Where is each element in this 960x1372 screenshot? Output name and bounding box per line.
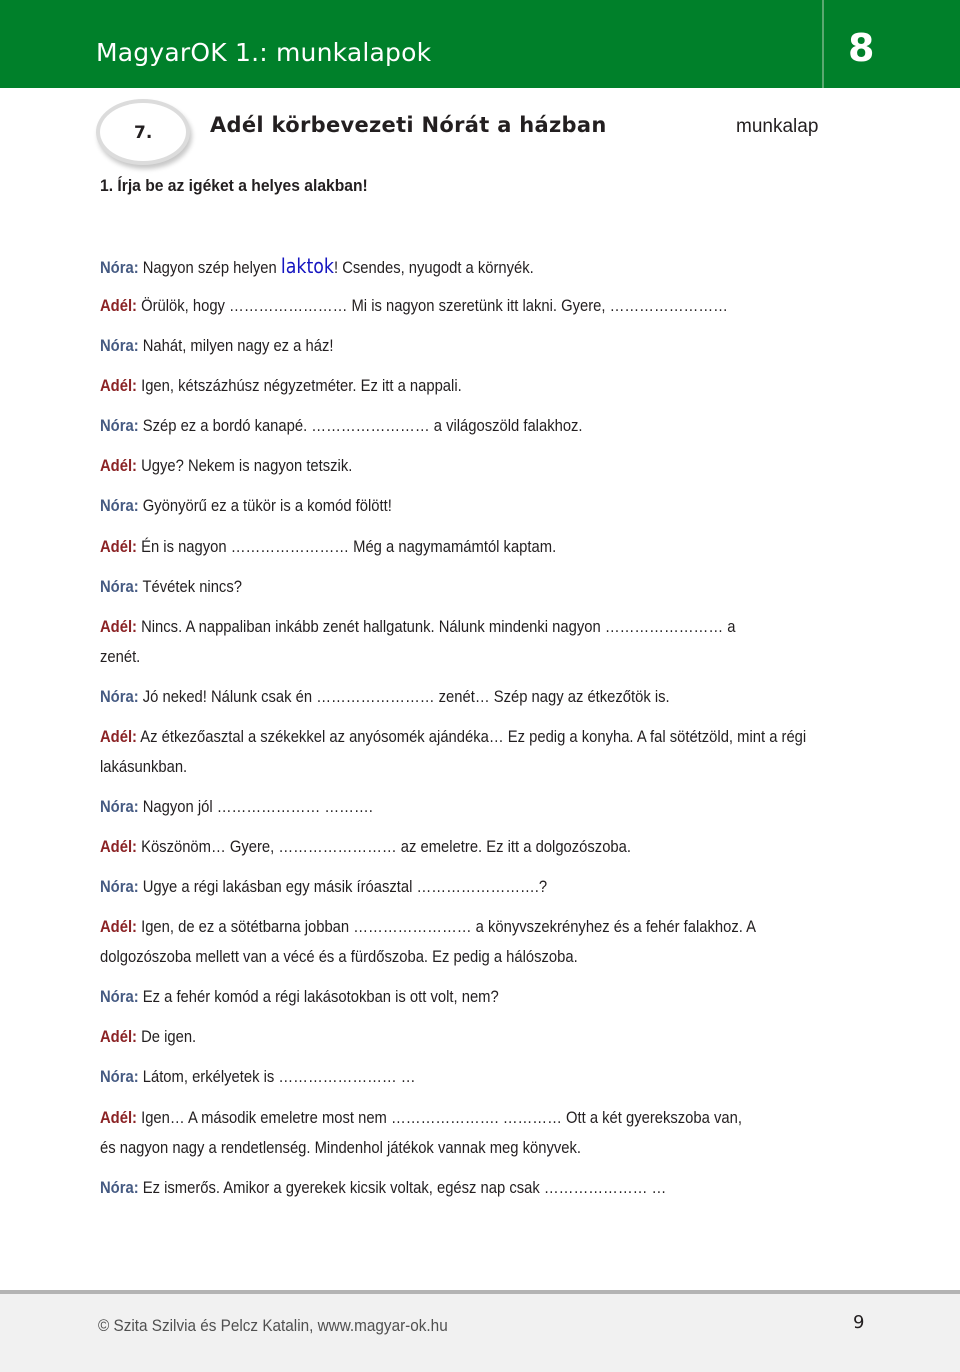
dialogue-text: Tévétek nincs? [138, 577, 242, 596]
speaker-label: Nóra: [100, 877, 139, 896]
speaker-label: Adél: [100, 1027, 137, 1046]
dialogue-line [100, 682, 670, 712]
dialogue-text: Jó neked! Nálunk csak én …………………… zenét… Szép nagy az étkezőtök is. [138, 687, 670, 706]
dialogue-text: Nincs. A nappaliban inkább zenét hallgatunk. Nálunk mindenki nagyon …………………… a [136, 617, 736, 636]
dialogue-line [100, 872, 547, 902]
dialogue-text: Látom, erkélyetek is …………………… … [138, 1067, 416, 1086]
dialogue-line [100, 291, 728, 321]
speaker-label: Adél: [100, 296, 137, 315]
speaker-label: Nóra: [100, 258, 139, 277]
dialogue-line [100, 491, 392, 521]
dialogue-line [100, 1173, 666, 1203]
speaker-label: Nóra: [100, 416, 139, 435]
speaker-label: Nóra: [100, 336, 139, 355]
speaker-label: Adél: [100, 376, 137, 395]
dialogue-line [100, 331, 333, 361]
speaker-label: Adél: [100, 837, 137, 856]
speaker-label: Nóra: [100, 1178, 139, 1197]
speaker-label: Adél: [100, 727, 137, 746]
dialogue-continuation: lakásunkban. [100, 757, 188, 776]
dialogue-line [100, 1103, 742, 1133]
dialogue-text: ! Csendes, nyugodt a környék. [334, 258, 534, 277]
dialogue-text: Igen, de ez a sötétbarna jobban …………………… a könyvszekrényhez és a fehér falakhoz. A [136, 917, 757, 936]
dialogue-line [100, 792, 373, 822]
dialogue-text: Nagyon szép helyen [138, 258, 281, 277]
filled-answer: laktok [280, 254, 335, 278]
dialogue-text: Örülök, hogy …………………… Mi is nagyon szeretünk itt lakni. Gyere, …………………… [136, 296, 728, 315]
page-number: 9 [853, 1312, 865, 1333]
dialogue-line [100, 532, 556, 562]
dialogue-text: Én is nagyon …………………… Még a nagymamámtól kaptam. [136, 537, 557, 556]
dialogue-text: Igen… A második emeletre most nem …………………. ………… Ott a két gyerekszoba van, [136, 1108, 742, 1127]
dialogue-line [100, 832, 631, 862]
dialogue-text: Nagyon jól ………………… ………. [138, 797, 373, 816]
header-divider [822, 0, 824, 88]
worksheet-title: Adél körbevezeti Nórát a házban [210, 113, 607, 137]
worksheet-type: munkalap [736, 116, 819, 137]
speaker-label: Adél: [100, 456, 137, 475]
dialogue-text: Ugye? Nekem is nagyon tetszik. [136, 456, 353, 475]
dialogue-line [100, 912, 756, 942]
speaker-label: Adél: [100, 537, 137, 556]
dialogue-text: Ez a fehér komód a régi lakásotokban is ott volt, nem? [138, 987, 499, 1006]
dialogue-line [100, 251, 534, 283]
dialogue-line [100, 371, 462, 401]
speaker-label: Adél: [100, 1108, 137, 1127]
dialogue-line [100, 572, 242, 602]
dialogue-text: De igen. [136, 1027, 197, 1046]
speaker-label: Nóra: [100, 577, 139, 596]
speaker-label: Nóra: [100, 1067, 139, 1086]
dialogue-line [100, 411, 583, 441]
task-instruction: 1. Írja be az igéket a helyes alakban! [100, 176, 368, 195]
speaker-label: Nóra: [100, 797, 139, 816]
dialogue-line [100, 451, 352, 481]
worksheet-number: 7. [134, 123, 153, 143]
dialogue-continuation: és nagyon nagy a rendetlenség. Mindenhol játékok vannak meg könyvek. [100, 1138, 581, 1157]
footer-copyright: © Szita Szilvia és Pelcz Katalin, www.magyar-ok.hu [98, 1316, 448, 1335]
speaker-label: Nóra: [100, 687, 139, 706]
dialogue-text: Köszönöm… Gyere, …………………… az emeletre. Ez itt a dolgozószoba. [136, 837, 631, 856]
speaker-label: Nóra: [100, 496, 139, 515]
dialogue-text: Ez ismerős. Amikor a gyerekek kicsik voltak, egész nap csak ………………… … [138, 1178, 667, 1197]
dialogue-text: Az étkezőasztal a székekkel az anyósomék ajándéka… Ez pedig a konyha. A fal sötétzöld, mint a régi [136, 727, 807, 746]
header-title: MagyarOK 1.: munkalapok [96, 38, 432, 67]
dialogue-line [100, 722, 806, 752]
dialogue-continuation: zenét. [100, 647, 141, 666]
dialogue-text: Nahát, milyen nagy ez a ház! [138, 336, 334, 355]
dialogue-line [100, 1062, 416, 1092]
dialogue-text: Gyönyörű ez a tükör is a komód fölött! [138, 496, 392, 515]
dialogue-continuation: dolgozószoba mellett van a vécé és a fürdőszoba. Ez pedig a hálószoba. [100, 947, 578, 966]
speaker-label: Adél: [100, 617, 137, 636]
dialogue-line [100, 1022, 196, 1052]
speaker-label: Nóra: [100, 987, 139, 1006]
dialogue-text: Szép ez a bordó kanapé. …………………… a világoszöld falakhoz. [138, 416, 583, 435]
dialogue-line [100, 612, 735, 642]
speaker-label: Adél: [100, 917, 137, 936]
chapter-number: 8 [848, 26, 875, 70]
dialogue-text: Ugye a régi lakásban egy másik íróasztal …………………….? [138, 877, 548, 896]
dialogue-text: Igen, kétszázhúsz négyzetméter. Ez itt a nappali. [136, 376, 462, 395]
dialogue-line [100, 982, 499, 1012]
